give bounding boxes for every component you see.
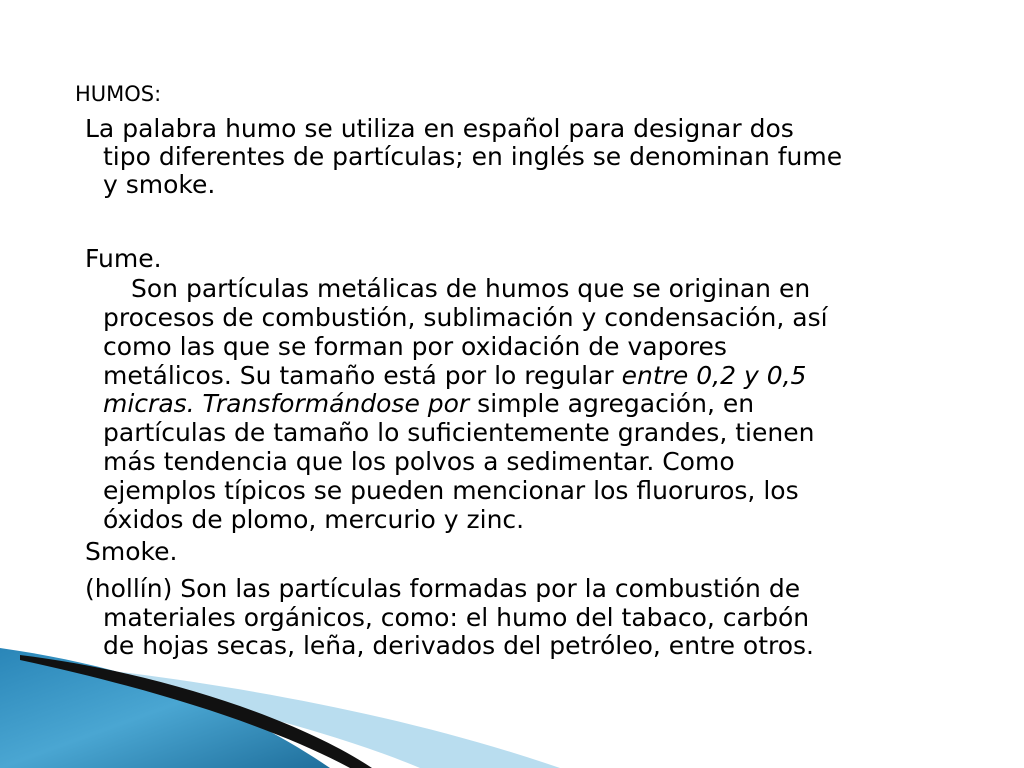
fume-line: partículas de tamaño lo suficientemente grandes, tienen [103,418,815,447]
fume-line [103,390,754,418]
fume-line-normal: simple agregación, en [469,389,755,418]
fume-title: Fume. [85,244,162,273]
smoke-line: de hojas secas, leña, derivados del petróleo, entre otros. [103,631,814,660]
fume-line-italic: micras. Transformándose por [103,389,470,418]
fume-line [103,362,806,390]
intro-line: tipo diferentes de partículas; en inglés se denominan fume [103,142,843,171]
intro-line: La palabra humo se utiliza en español para designar dos [85,114,794,143]
fume-line-italic: entre 0,2 y 0,5 [621,361,807,390]
smoke-line: materiales orgánicos, como: el humo del tabaco, carbón [103,603,810,632]
fume-line: Son partículas metálicas de humos que se originan en [131,274,811,303]
fume-line-normal: metálicos. Su tamaño está por lo regular [103,361,622,390]
fume-line: más tendencia que los polvos a sedimentar. Como [103,447,735,476]
smoke-line: (hollín) Son las partículas formadas por la combustión de [85,574,801,603]
slide-heading: HUMOS: [75,82,162,106]
fume-line: como las que se forman por oxidación de vapores [103,332,727,361]
fume-line: ejemplos típicos se pueden mencionar los fluoruros, los [103,476,799,505]
intro-line: y smoke. [103,170,216,199]
fume-line: procesos de combustión, sublimación y condensación, así [103,303,828,332]
smoke-title: Smoke. [85,537,178,566]
fume-line: óxidos de plomo, mercurio y zinc. [103,505,525,534]
